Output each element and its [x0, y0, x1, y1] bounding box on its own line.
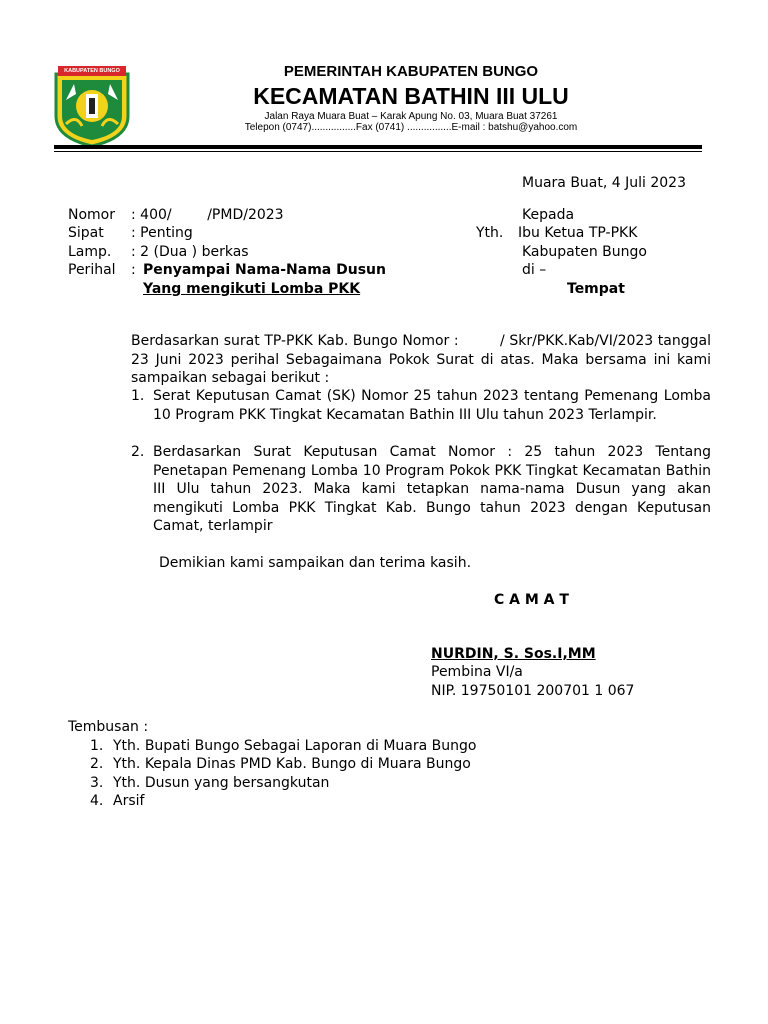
signatory-rank: Pembina VI/a: [431, 664, 523, 680]
cc-label: Tembusan :: [68, 719, 149, 735]
list-item-number: 2.: [131, 444, 145, 460]
letterhead-rule-thin: [54, 151, 702, 152]
closing-sentence: Demikian kami sampaikan dan terima kasih.: [159, 555, 472, 571]
recipient-yth: Yth.: [476, 225, 504, 241]
cc-item-number: 1.: [90, 738, 104, 754]
letterhead-rule-thick: [54, 145, 702, 149]
cc-item-number: 3.: [90, 775, 104, 791]
district-name: KECAMATAN BATHIN III ULU: [253, 83, 569, 109]
list-item: Serat Keputusan Camat (SK) Nomor 25 tahun 2023 tentang Pemenang Lomba 10 Program PKK Tingkat Kecamatan Bathin III Ulu tahun 2023 Terlampir.: [153, 388, 711, 423]
lamp-value: : 2 (Dua ) berkas: [131, 244, 249, 260]
list-item: Berdasarkan Surat Keputusan Camat Nomor : 25 tahun 2023 Tentang Penetapan Pemenang Lomba 10 Program Pokok PKK Tingkat Kecamatan Bathin III Ulu tahun 2023. Maka kami tetapkan nama-nama Dusun yang akan mengikuti Lomba PKK Tingkat Kab. Bungo tahun 2023 dengan Keputusan Camat, terlampir: [153, 444, 711, 534]
government-name: PEMERINTAH KABUPATEN BUNGO: [283, 63, 539, 80]
cc-item: Yth. Dusun yang bersangkutan: [113, 775, 330, 791]
perihal-line2: Yang mengikuti Lomba PKK: [143, 281, 361, 297]
cc-item-number: 4.: [90, 793, 104, 809]
recipient-kepada: Kepada: [522, 207, 575, 223]
signatory-nip: NIP. 19750101 200701 1 067: [431, 683, 635, 699]
perihal-label: Perihal: [68, 262, 116, 278]
recipient-name: Ibu Ketua TP-PKK: [518, 225, 638, 241]
cc-item: Yth. Kepala Dinas PMD Kab. Bungo di Muara Bungo: [113, 756, 471, 772]
office-address: Jalan Raya Muara Buat – Karak Apung No. 03, Muara Buat 37261: [264, 111, 558, 122]
perihal-line1: Penyampai Nama-Nama Dusun: [143, 262, 386, 278]
nomor-value: : 400/ /PMD/2023: [131, 207, 284, 223]
lamp-label: Lamp.: [68, 244, 112, 260]
recipient-di: di –: [522, 262, 547, 278]
list-item-number: 1.: [131, 388, 145, 404]
nomor-label: Nomor: [68, 207, 115, 223]
signatory-name: NURDIN, S. Sos.I,MM: [431, 646, 596, 662]
recipient-tempat: Tempat: [567, 281, 625, 297]
sipat-value: : Penting: [131, 225, 193, 241]
signature-title: C A M A T: [494, 592, 569, 608]
cc-item-number: 2.: [90, 756, 104, 772]
sipat-label: Sipat: [68, 225, 104, 241]
letter-date: Muara Buat, 4 Juli 2023: [522, 175, 686, 191]
perihal-colon: :: [131, 262, 136, 278]
office-contact: Telepon (0747)................Fax (0741) ................E-mail : batshu@yahoo.com: [244, 122, 578, 133]
intro-paragraph: Berdasarkan surat TP-PKK Kab. Bungo Nomor : / Skr/PKK.Kab/VI/2023 tanggal 23 Juni 2023 perihal Sebagaimana Pokok Surat di atas. Maka bersama ini kami sampaikan sebagai berikut :: [131, 333, 716, 386]
logo-caption: KABUPATEN BUNGO: [64, 68, 120, 74]
recipient-region: Kabupaten Bungo: [522, 244, 647, 260]
cc-item: Yth. Bupati Bungo Sebagai Laporan di Muara Bungo: [113, 738, 477, 754]
cc-item: Arsif: [113, 793, 145, 809]
